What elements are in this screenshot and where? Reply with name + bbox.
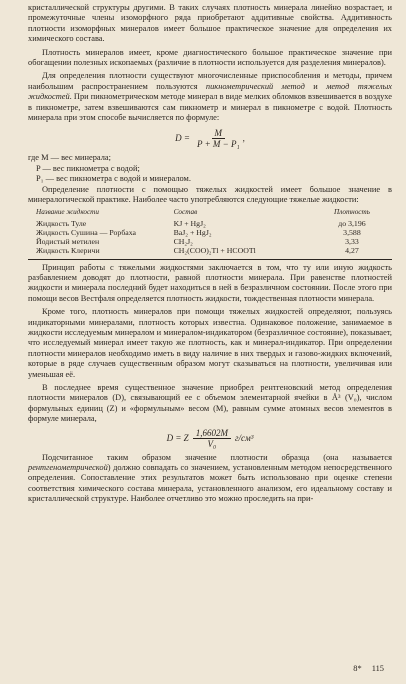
column-header: Плотность — [333, 207, 370, 216]
term-xray-density: рентгенометрической — [28, 463, 108, 473]
page-footer — [353, 664, 384, 674]
term-heavy-liquids: метод тяжелых жидкостей — [28, 81, 392, 102]
xray-density-formula — [28, 425, 392, 453]
formula-denominator: V₀ — [207, 439, 217, 450]
table-row: Йодистый метилен CH₂J₂ 3,33 — [36, 237, 359, 247]
table-row: Жидкость Клеричи CH₂(COO)₂Tl + HCOOTl 4,27 — [36, 246, 359, 256]
formula-fraction — [193, 428, 231, 449]
heavy-liquids-table — [28, 208, 392, 256]
page-number: 115 — [371, 663, 384, 673]
formula-lhs: D = Z — [166, 433, 189, 444]
paragraph-xray-density: Подсчитанное таким образом значение плотности образца (она называется рентгенометрической) должно совпадать со значением, установленным методом непосредственного определения. Сопоставление этих результатов может быть использовано при оценке степени соответствия химического состава минерала, установленного анализом, его идеальному составу и кристаллической структуре. Наиболее отчетливо это можно проследить на при- — [28, 452, 392, 504]
formula-numerator: 1,6602M — [193, 428, 231, 439]
table-header-row — [28, 208, 392, 219]
paragraph-indicators: Кроме того, плотность минералов при помощи тяжелых жидкостей определяют, пользуясь индикаторными минералами, плотность которых известна. Одинаковое положение, занимаемое в жидкости исследуемым минералом и минералом-индикатором (безразличное состояние), показывает, что исследуемый минерал имеет такую же плотность, как и минерал-индикатор. При определении плотности минералов необходимо иметь в виду наличие в них твердых и газово-жидких включений, которые в ряде случаев существенным образом могут сказываться на плотности, увеличивая или уменьшая её. — [28, 307, 392, 379]
table-bottom-rule — [28, 259, 392, 260]
paragraph-xray-method: В последнее время существенное значение приобрел рентгеновский метод определения плотности минералов (D), связывающий ее с объемом элементарной ячейки в Å³ (V₀), числом формульных единиц (Z) и «формульным» весом (M), равным сумме атомных весов элементов в формуле минерала, — [28, 382, 392, 424]
formula-legend — [28, 153, 392, 184]
density-formula: D = $\frac{M}{\text{P + M − P₁}}$ , — [175, 127, 245, 149]
paragraph-principle: Принцип работы с тяжелыми жидкостями заключается в том, что ту или иную жидкость разбавлением доводят до плотности, равной плотности минерала. При равенстве плотностей жидкости и минерала последний будет находиться в ней в безразличном состоянии. После этого при помощи весов Вестфаля определяется плотность жидкости, тождественная плотности минерала. — [28, 262, 392, 303]
signature-mark: 8* — [353, 663, 362, 673]
paragraph-practical-density: Плотность минералов имеет, кроме диагностического большое практическое значение при обогащении полезных ископаемых (различие в плотности используется для разделения минералов). — [28, 47, 392, 68]
table-row: Жидкость Сушина — Рорбаха BaJ₂ + HgJ₂ 3,588 — [36, 227, 361, 237]
formula-fraction — [194, 128, 243, 149]
legend-line: P₁ — вес пикнометра с водой и минералом. — [36, 174, 191, 184]
term-pycnometric: пикнометрический метод — [205, 81, 305, 91]
formula-denominator: P + M − P₁ — [196, 138, 240, 149]
formula-lhs: D = — [175, 133, 190, 144]
paragraph-isomorphism: кристаллической структуры другими. В таких случаях плотность минерала линейно возрастает, и промежуточные члены изоморфного ряда приобретают аддитивные свойства. Аддитивность плотности изоморфных минералов имеет большое практическое значение для определения их химического состава. — [28, 3, 392, 44]
column-header: Название жидкости — [36, 207, 99, 216]
column-header: Состав — [173, 207, 198, 216]
legend-line: P — вес пикнометра с водой; — [36, 163, 140, 173]
paragraph-methods: Для определения плотности существуют многочисленные приспособления и методы, причем наибольшим распространением пользуются пикнометрический метод и метод тяжелых жидкостей. При пикнометрическом методе минерал в виде мелких обломков взвешивается в воздухе в пикнометре, затем взвешиваются сам пикнометр и минерал в пикнометре с водой. Плотность минерала при этом способе вычисляется по формуле: — [28, 71, 392, 123]
formula-numerator: M — [212, 128, 226, 139]
formula-unit: г/см³ — [234, 433, 254, 444]
legend-line: где M — вес минерала; — [28, 153, 111, 163]
paragraph-heavy-liquids: Определение плотности с помощью тяжелых жидкостей имеет большое значение в минералогической практике. Наиболее часто употребляются следующие тяжелые жидкости: — [28, 184, 392, 205]
table-row: Жидкость Туле KJ + HgJ₂ до 3,196 — [36, 218, 366, 228]
